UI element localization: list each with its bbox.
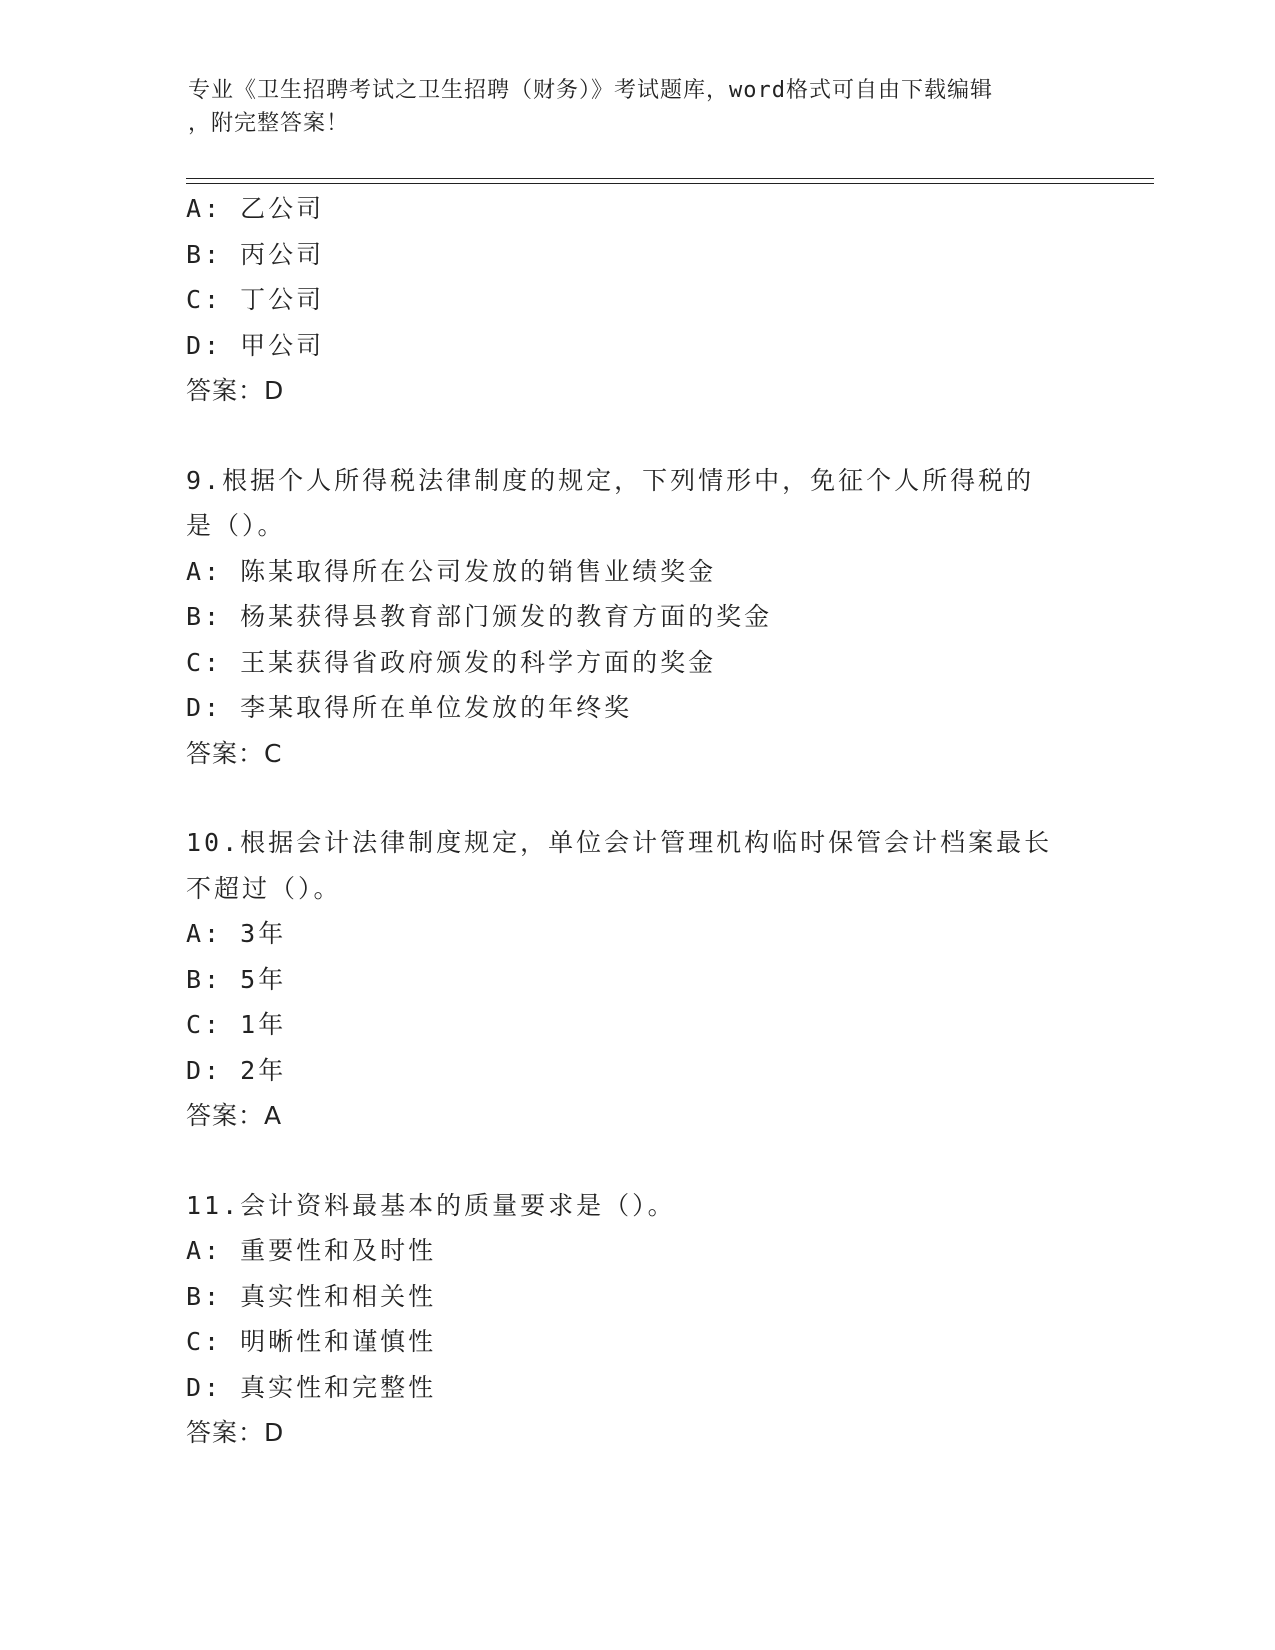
option-c: C: 丁公司 bbox=[186, 285, 325, 314]
option-b: B: 真实性和相关性 bbox=[186, 1281, 437, 1311]
question-stem-continued: 不超过（）。 bbox=[186, 873, 342, 903]
question-stem: 9.根据个人所得税法律制度的规定，下列情形中，免征个人所得税的 bbox=[186, 465, 1035, 495]
header-rule-top bbox=[186, 178, 1154, 179]
question-list bbox=[186, 186, 1146, 1456]
question-stem-continued: 是（）。 bbox=[186, 511, 286, 540]
option-d: D: 2年 bbox=[186, 1055, 287, 1085]
option-a: A: 乙公司 bbox=[186, 194, 325, 223]
question-10 bbox=[186, 820, 1146, 1139]
option-d: D: 李某取得所在单位发放的年终奖 bbox=[186, 693, 633, 722]
option-b: B: 丙公司 bbox=[186, 239, 325, 269]
question-9 bbox=[186, 458, 1146, 777]
answer: 答案：C bbox=[186, 738, 283, 768]
option-a: A: 重要性和及时性 bbox=[186, 1236, 437, 1265]
option-a: A: 陈某取得所在公司发放的销售业绩奖金 bbox=[186, 556, 717, 586]
header-line-1: 专业《卫生招聘考试之卫生招聘（财务）》考试题库，word格式可自由下载编辑 bbox=[188, 78, 993, 103]
option-b: B: 杨某获得县教育部门颁发的教育方面的奖金 bbox=[186, 602, 773, 631]
option-c: C: 明晰性和谨慎性 bbox=[186, 1327, 437, 1356]
option-d: D: 甲公司 bbox=[186, 330, 325, 360]
option-d: D: 真实性和完整性 bbox=[186, 1372, 437, 1402]
question-stem: 11.会计资料最基本的质量要求是（）。 bbox=[186, 1190, 676, 1220]
document-header bbox=[188, 74, 1088, 140]
question-8 bbox=[186, 186, 1146, 414]
option-c: C: 1年 bbox=[186, 1010, 287, 1039]
answer: 答案：D bbox=[186, 1418, 285, 1447]
option-a: A: 3年 bbox=[186, 919, 287, 948]
answer: 答案：A bbox=[186, 1101, 283, 1130]
option-b: B: 5年 bbox=[186, 964, 287, 994]
option-c: C: 王某获得省政府颁发的科学方面的奖金 bbox=[186, 647, 717, 677]
question-stem: 10.根据会计法律制度规定，单位会计管理机构临时保管会计档案最长 bbox=[186, 828, 1053, 857]
header-rule-bottom bbox=[186, 183, 1154, 184]
answer: 答案：D bbox=[186, 376, 285, 405]
header-line-2: ，附完整答案！ bbox=[188, 111, 350, 136]
question-11 bbox=[186, 1183, 1146, 1456]
